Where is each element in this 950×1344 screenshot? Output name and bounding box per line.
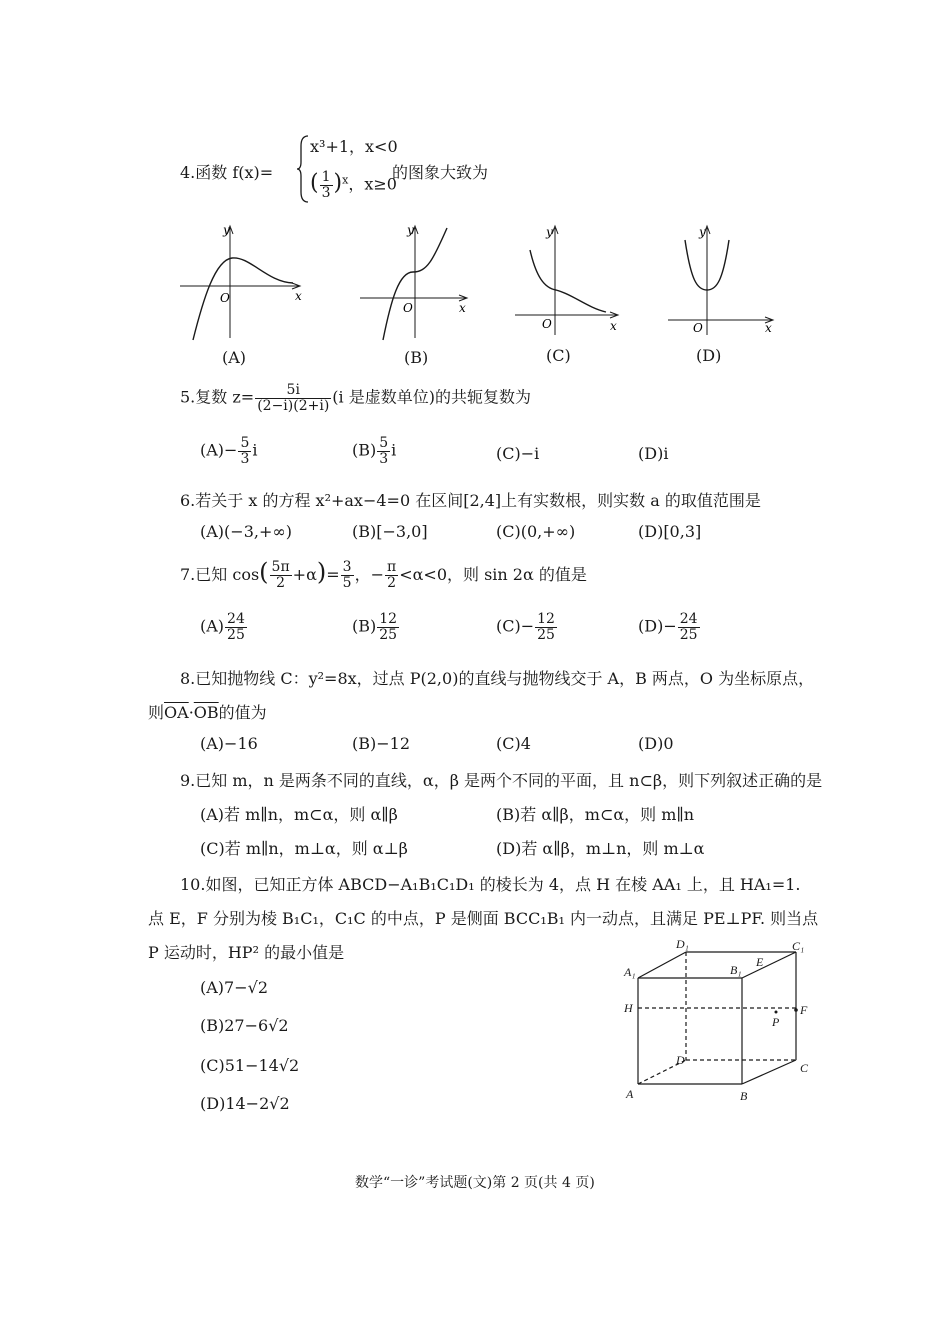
- q4-graph-b-label: (B): [404, 348, 429, 367]
- label-d: D: [676, 1053, 685, 1067]
- label-d1: D₁: [676, 937, 689, 951]
- q4-d-origin: O: [693, 321, 703, 335]
- q8-option-c: (C)4: [496, 734, 531, 753]
- q5-num: 5i: [255, 383, 331, 399]
- q4-a-origin: O: [220, 291, 230, 305]
- label-a1: A₁: [624, 965, 636, 979]
- q4-a-y: y: [223, 223, 230, 237]
- q8-option-d: (D)0: [638, 734, 674, 753]
- q4-brace: [296, 134, 310, 204]
- label-c1: C₁: [792, 939, 805, 953]
- q10-line1: 10.如图，已知正方体 ABCD−A₁B₁C₁D₁ 的棱长为 4，点 H 在棱 AA₁ 上，且 HA₁=1.: [180, 875, 801, 894]
- q4-exp: x: [342, 173, 349, 187]
- q10-option-a: (A)7−√2: [200, 978, 268, 997]
- q6-option-c: (C)(0,+∞): [496, 522, 576, 541]
- q8-option-a: (A)−16: [200, 734, 258, 753]
- vector-oa: $\overline{OA}$: [164, 703, 189, 722]
- q9-stem: 9.已知 m，n 是两条不同的直线，α，β 是两个不同的平面，且 n⊂β，则下列叙述正确的是: [180, 771, 823, 790]
- q4-c-y: y: [546, 225, 553, 239]
- q4-stem: [180, 160, 273, 183]
- q9-option-c: (C)若 m∥n，m⊥α，则 α⊥β: [200, 839, 408, 858]
- q4-graph-b: [355, 220, 480, 345]
- q6-stem: 6.若关于 x 的方程 x²+ax−4=0 在区间[2,4]上有实数根，则实数 a 的取值范围是: [180, 491, 761, 510]
- q7-option-d: (D)− $\frac{24}{25}$: [638, 611, 698, 643]
- label-c: C: [800, 1061, 809, 1075]
- q7-option-a: (A) $\frac{24}{25}$: [200, 611, 245, 643]
- q10-line3: P 运动时，HP² 的最小值是: [148, 943, 345, 962]
- q4-graph-c: [510, 220, 630, 340]
- q4-base-den: 3: [321, 184, 331, 201]
- vector-ob: $\overline{OB}$: [193, 703, 219, 722]
- q9-option-b: (B)若 α∥β，m⊂α，则 m∥n: [496, 805, 695, 824]
- q10-option-d: (D)14−2√2: [200, 1094, 290, 1113]
- q5-den: (2−i)(2+i): [257, 397, 330, 414]
- label-b: B: [740, 1089, 748, 1103]
- q4-d-y: y: [699, 225, 706, 239]
- q8-line2: 则$\overline{OA}\cdot\overline{OB}$的值为: [148, 703, 267, 722]
- q4-graph-d-label: (D): [696, 346, 722, 365]
- q7-option-b: (B) $\frac{12}{25}$: [352, 611, 398, 643]
- q4-base-num: 1: [321, 169, 331, 185]
- q4-b-x: x: [459, 301, 466, 315]
- q5-option-a: (A)− $\frac{5}{3}$ i: [200, 435, 258, 467]
- q6-option-d: (D)[0,3]: [638, 522, 702, 541]
- q4-graph-a-label: (A): [222, 348, 247, 367]
- q4-prefix: 4.函数 f(x)=: [180, 163, 274, 182]
- q5-prefix: 5.复数 z=: [180, 387, 255, 407]
- q5-suffix: (i 是虚数单位)的共轭复数为: [332, 387, 531, 407]
- q5-stem: [180, 383, 531, 413]
- q4-c-x: x: [610, 319, 617, 333]
- q5-option-c: (C)−i: [496, 444, 540, 463]
- q6-option-a: (A)(−3,+∞): [200, 522, 292, 541]
- q9-option-d: (D)若 α∥β，m⊥n，则 m⊥α: [496, 839, 705, 858]
- q9-option-a: (A)若 m∥n，m⊂α，则 α∥β: [200, 805, 398, 824]
- q4-case1: x³+1，x<0: [310, 137, 398, 156]
- q8-option-b: (B)−12: [352, 734, 411, 753]
- label-a: A: [626, 1087, 634, 1101]
- q4-b-y: y: [407, 223, 414, 237]
- q4-b-origin: O: [403, 301, 413, 315]
- q8-line1: 8.已知抛物线 C：y²=8x，过点 P(2,0)的直线与抛物线交于 A，B 两点，O 为坐标原点，: [180, 669, 815, 688]
- q6-option-b: (B)[−3,0]: [352, 522, 428, 541]
- q4-graph-c-label: (C): [546, 346, 571, 365]
- q4-graph-d: [665, 220, 785, 340]
- q10-option-b: (B)27−6√2: [200, 1016, 289, 1035]
- label-f: F: [800, 1003, 808, 1017]
- label-p: P: [772, 1015, 780, 1029]
- q7-option-c: (C)− $\frac{12}{25}$: [496, 611, 555, 643]
- q4-a-x: x: [295, 289, 302, 303]
- q10-line2: 点 E，F 分别为棱 B₁C₁，C₁C 的中点，P 是侧面 BCC₁B₁ 内一动点，且满足 PE⊥PF. 则当点: [148, 909, 819, 928]
- q4-d-x: x: [765, 321, 772, 335]
- q4-suffix: 的图象大致为: [392, 163, 489, 182]
- page-footer: 数学“一诊”考试题(文)第 2 页(共 4 页): [355, 1175, 595, 1191]
- q10-option-c: (C)51−14√2: [200, 1056, 300, 1075]
- label-h: H: [624, 1001, 633, 1015]
- q4-case2: ( $\frac{1}{3}$ )$^x$，x≥0: [310, 169, 397, 201]
- q5-option-d: (D)i: [638, 444, 669, 463]
- q5-option-b: (B) $\frac{5}{3}$ i: [352, 435, 397, 467]
- q4-graph-a: [175, 220, 315, 345]
- q4-c-origin: O: [542, 317, 552, 331]
- q7-stem: 7.已知 cos( $\frac{5\pi}{2}$ +α)= $\frac{3}{5}$ ，− $\frac{\pi}{2}$ <α<0，则 sin 2α 的值是: [180, 558, 587, 591]
- q10-cube-figure: [620, 936, 820, 1106]
- q4-case2-cond: ，x≥0: [348, 174, 397, 194]
- label-b1: B₁: [730, 963, 742, 977]
- label-e: E: [756, 955, 764, 969]
